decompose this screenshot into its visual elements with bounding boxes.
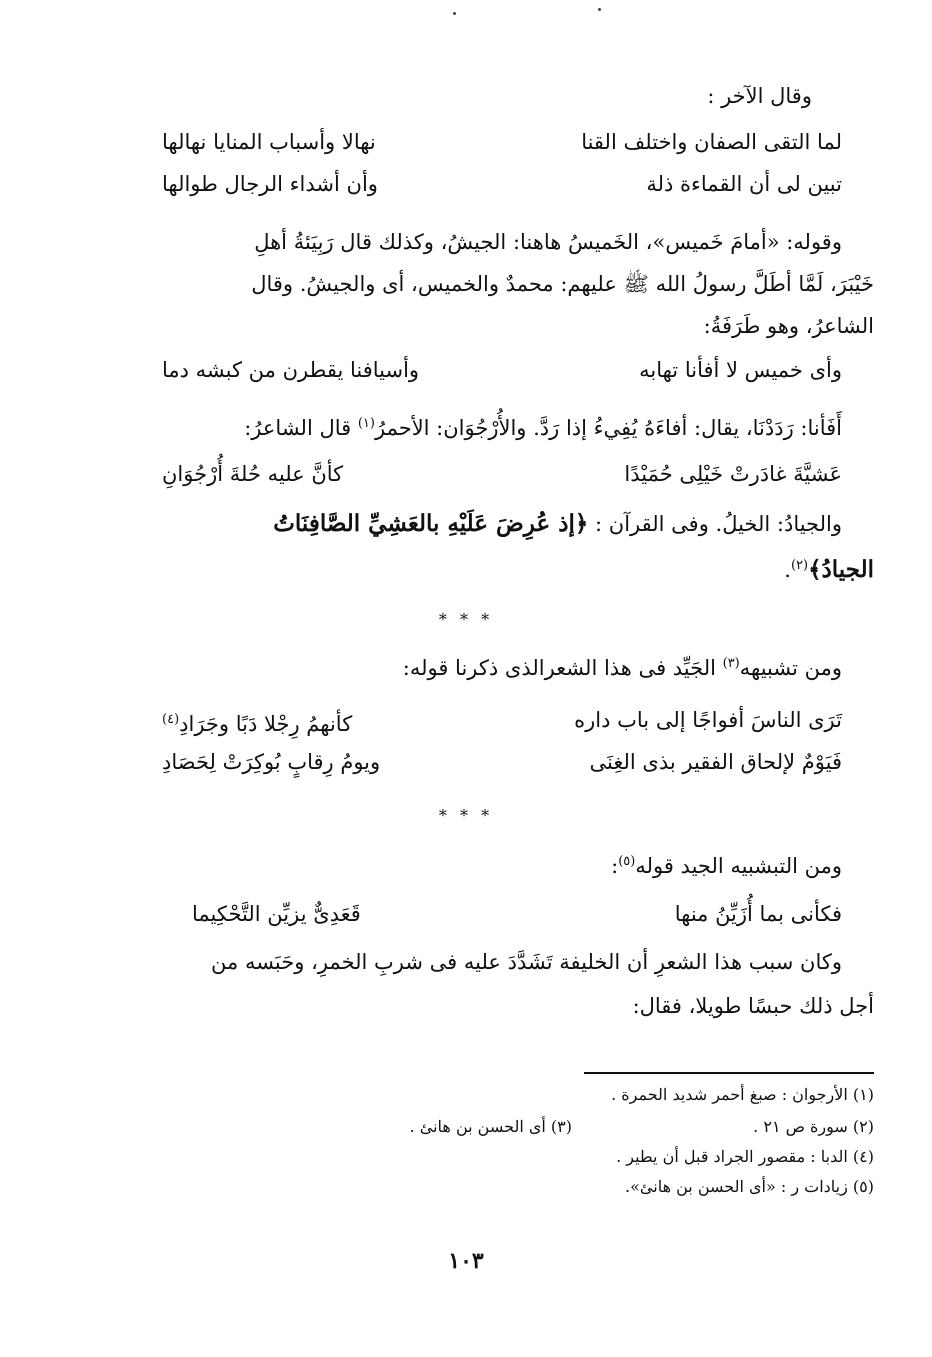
hemistich-left: وأسيافنا يقطرن من كبشه دما xyxy=(162,358,420,382)
paragraph-text: ومن تشبيهه xyxy=(739,656,842,680)
hemistich-right: فَيَوْمٌ لإلحاق الفقير بذى الغِنَى xyxy=(589,750,842,774)
hemistich-left: كأنَّ عليه حُلةَ أُرْجُوَانِ xyxy=(162,462,344,486)
hemistich-left xyxy=(162,702,352,742)
footnote-marker: (٤) xyxy=(162,712,180,727)
hemistich-left: قَعَدِىٌّ يزيِّن التَّحْكِيما xyxy=(192,902,361,926)
verse-line xyxy=(162,352,842,388)
footnote-marker: (١) xyxy=(357,416,375,431)
hemistich-right: فكأنى بما أُزَيِّنُ منها xyxy=(674,902,842,926)
verse-line xyxy=(162,456,842,492)
scan-speck xyxy=(453,12,456,15)
section-separator: * * * xyxy=(438,806,494,825)
footnote-marker: (٥) xyxy=(618,854,636,869)
paragraph-line: وكان سبب هذا الشعرِ أن الخليفة تَشَدَّدَ عليه فى شربِ الخمرِ، وحَبَسه من xyxy=(211,950,842,974)
verse-line xyxy=(162,124,842,160)
hemistich-right: عَشيَّةَ غادَرتْ خَيْلِى حُمَيْدًا xyxy=(624,462,842,486)
hemistich-right: تَرَى الناسَ أفواجًا إلى باب داره xyxy=(574,708,842,732)
footnote: (٣) أى الحسن بن هانئ . xyxy=(409,1117,572,1136)
hemistich-right: لما التقى الصفان واختلف القنا xyxy=(581,130,842,154)
paragraph-line xyxy=(611,846,842,882)
quran-quote: الجيادُ﴾ xyxy=(808,556,874,583)
intro-line: وقال الآخر : xyxy=(707,84,812,108)
paragraph-line: الشاعرُ، وهو طَرَفَةُ: xyxy=(703,314,874,338)
footnote: (٥) زيادات ر : «أى الحسن بن هانئ». xyxy=(625,1177,874,1196)
footnote: (١) الأرجوان : صبغ أحمر شديد الحمرة . xyxy=(611,1085,874,1104)
section-separator: * * * xyxy=(438,610,494,629)
paragraph-line: وقوله: «أمامَ خَميس»، الخَميسُ هاهنا: الجيشُ، وكذلك قال رَبِيَئةُ أهلِ xyxy=(254,230,842,254)
quran-quote: ﴿إذ عُرِضَ عَلَيْهِ بالعَشِيِّ الصَّافِنَاتُ xyxy=(273,510,589,537)
hemistich-text: كأنهمُ رِجْلا دَبًا وجَرَادِ xyxy=(179,712,353,736)
verse-line xyxy=(162,744,842,780)
verse-line xyxy=(162,896,842,932)
paragraph-line xyxy=(273,508,842,540)
hemistich-left: وأن أشداء الرجال طوالها xyxy=(162,172,378,196)
paragraph-text: . xyxy=(784,558,791,582)
hemistich-left: ويومُ رِقابٍ بُوكِرَتْ لِحَصَادِ xyxy=(162,750,381,774)
paragraph-line: أجل ذلك حبسًا طويلا، فقال: xyxy=(632,994,874,1018)
paragraph-text: الجَيِّد فى هذا الشعرالذى ذكرنا قوله: xyxy=(402,656,723,680)
paragraph-text: أَفَأنا: رَدَدْنَا، يقال: أفاءَهُ يُفِيءُ إذا رَدَّ. والأُرْجُوَان: الأحمرُ xyxy=(374,416,842,440)
footnote-divider xyxy=(584,1072,874,1074)
paragraph-text: قال الشاعرُ: xyxy=(244,416,358,440)
scan-speck xyxy=(598,8,601,11)
paragraph-line xyxy=(403,648,842,684)
paragraph-text: : xyxy=(611,854,619,878)
hemistich-right: وأى خميس لا أفأنا تهابه xyxy=(639,358,842,382)
footnote-marker: (٢) xyxy=(790,558,809,573)
paragraph-line xyxy=(244,408,842,444)
verse-line xyxy=(162,166,842,202)
footnote: (٢) سورة ص ٢١ . xyxy=(753,1117,874,1136)
paragraph-line: خَيْبَرَ، لَمَّا أطَلَّ رسولُ الله ﷺ عليهم: محمدٌ والخميس، أى والجيشُ. وقال xyxy=(251,272,874,296)
paragraph-text: ومن التبشبيه الجيد قوله xyxy=(635,854,842,878)
verse-line xyxy=(162,702,842,738)
footnote: (٤) الدبا : مقصور الجراد قبل أن يطير . xyxy=(616,1147,874,1166)
paragraph-line xyxy=(784,550,874,586)
paragraph-text: والجيادُ: الخيلُ. وفى القرآن : xyxy=(595,512,842,536)
hemistich-left: نهالا وأسباب المنايا نهالها xyxy=(162,130,376,154)
hemistich-right: تبين لى أن القماءة ذلة xyxy=(646,172,842,196)
footnote-marker: (٣) xyxy=(722,656,740,671)
page-number: ١٠٣ xyxy=(448,1248,484,1274)
